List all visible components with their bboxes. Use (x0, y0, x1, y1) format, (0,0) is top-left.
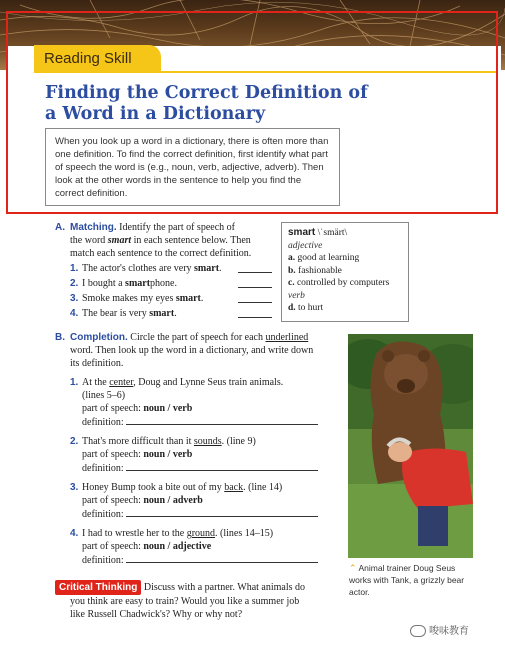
item-post: . (line 14) (243, 482, 283, 493)
critical-thinking-badge: Critical Thinking (55, 580, 141, 595)
def-letter: a. (288, 253, 296, 263)
highlight-frame (6, 11, 498, 214)
item-number: 4. (70, 308, 79, 319)
section-b-instr-1a: Circle the part of speech for each (130, 332, 263, 343)
item-after: . (200, 293, 204, 304)
section-b-completion (55, 331, 340, 567)
definition-blank[interactable] (126, 461, 318, 471)
def-letter: c. (288, 278, 295, 288)
title-line-2: a Word in a Dictionary (45, 104, 266, 124)
dict-headword: smart (288, 227, 316, 238)
def-letter: d. (288, 303, 296, 313)
definition-label: definition: (82, 509, 124, 520)
item-post: . (lines 14–15) (215, 528, 274, 539)
title-line-1: Finding the Correct Definition of (45, 83, 368, 103)
item-bold: smart (175, 293, 201, 304)
item-number: 1. (70, 263, 79, 274)
section-a-instr-2b: in each sentence below. Then (133, 235, 251, 246)
answer-blank[interactable] (238, 287, 272, 288)
item-number: 3. (70, 293, 79, 304)
item-number: 2. (70, 436, 79, 447)
pos-options[interactable]: noun / verb (143, 403, 193, 414)
item-after: . (219, 263, 222, 274)
item-post: . (line 9) (221, 436, 256, 447)
section-b-heading: Completion. (70, 332, 128, 343)
matching-item (55, 307, 275, 320)
section-a-keyword: smart (107, 235, 132, 246)
reading-skill-tab: Reading Skill (34, 45, 161, 72)
item-pre: At the (82, 377, 110, 388)
intro-box: When you look up a word in a dictionary, there is often more than one definition. To find the correct definition, first identify what part of speech the word is (e.g., noun, verb, adjective, adverb). Then look at the other words in the sentence to help you find the correct definition. (45, 128, 340, 206)
section-b-instr-2: word. Then look up the word in a dictionary, and write down (70, 345, 314, 356)
def-text: good at learning (297, 253, 360, 263)
item-pre: I had to wrestle her to the (82, 528, 187, 539)
item-number: 3. (70, 482, 79, 493)
dict-pronunciation: \ˈsmärt\ (317, 228, 348, 238)
pos-options[interactable]: noun / adverb (143, 495, 203, 506)
section-a-instr-1: Identify the part of speech of (119, 222, 235, 233)
item-text: I bought a (82, 278, 126, 289)
answer-blank[interactable] (238, 302, 272, 303)
definition-blank[interactable] (126, 415, 318, 425)
section-b-instr-3: its definition. (70, 358, 124, 369)
item-bold: smart (194, 263, 220, 274)
section-a-letter: A. (55, 222, 65, 233)
definition-label: definition: (82, 417, 124, 428)
item-pre: Honey Bump took a bite out of my (82, 482, 225, 493)
photo-caption (349, 562, 469, 598)
pos-label: part of speech: (82, 403, 141, 414)
definition-label: definition: (82, 463, 124, 474)
def-text: to hurt (298, 303, 324, 313)
section-a-heading: Matching. (70, 222, 117, 233)
item-bold: smart (149, 308, 175, 319)
caption-arrow-icon: ⌃ (349, 563, 357, 573)
item-post: , Doug and Lynne Seus train animals. (133, 377, 284, 388)
critical-thinking-section (55, 580, 345, 621)
target-word: sounds (193, 436, 222, 447)
matching-item (55, 277, 275, 290)
section-a-instr-2a: the word (70, 235, 106, 246)
pos-options[interactable]: noun / verb (143, 449, 193, 460)
answer-blank[interactable] (238, 317, 272, 318)
critical-text-2: you think are easy to train? Would you like a summer job (70, 596, 300, 607)
item-number: 1. (70, 377, 79, 388)
bear-photo (348, 334, 473, 558)
def-letter: b. (288, 265, 296, 276)
critical-text-1: Discuss with a partner. What animals do (143, 582, 306, 593)
dictionary-entry-box (281, 222, 409, 322)
dict-pos-verb: verb (288, 290, 305, 301)
item-text: Smoke makes my eyes (82, 293, 176, 304)
pos-label: part of speech: (82, 449, 141, 460)
pos-options[interactable]: noun / adjective (143, 541, 212, 552)
definition-label: definition: (82, 555, 124, 566)
watermark (410, 622, 469, 637)
dict-pos-adjective: adjective (288, 240, 323, 251)
pos-label: part of speech: (82, 541, 141, 552)
section-a-instr-3: match each sentence to the correct definition. (70, 248, 252, 259)
target-word: ground (186, 528, 216, 539)
completion-item (55, 481, 340, 521)
item-pre: That's more difficult than it (82, 436, 194, 447)
definition-blank[interactable] (126, 553, 318, 563)
section-b-instr-1u: underlined (265, 332, 309, 343)
item-after: . (174, 308, 177, 319)
wechat-icon (410, 625, 426, 637)
completion-item (55, 376, 340, 429)
completion-item (55, 435, 340, 475)
item-bold: smart (125, 278, 151, 289)
item-after: phone. (150, 278, 177, 289)
item-number: 2. (70, 278, 79, 289)
matching-item (55, 292, 275, 305)
target-word: back (224, 482, 244, 493)
completion-item (55, 527, 340, 567)
target-word: center (109, 377, 134, 388)
def-text: fashionable (298, 265, 342, 276)
pos-label: part of speech: (82, 495, 141, 506)
item-number: 4. (70, 528, 79, 539)
item-line-ref: (lines 5–6) (82, 390, 126, 401)
item-text: The actor's clothes are very (82, 263, 195, 274)
critical-text-3: like Russell Chadwick's? Why or why not? (70, 609, 243, 620)
definition-blank[interactable] (126, 507, 318, 517)
watermark-text: 唆味教育 (429, 626, 469, 637)
section-b-letter: B. (55, 332, 65, 343)
def-text: controlled by computers (296, 278, 390, 288)
item-text: The bear is very (82, 308, 150, 319)
matching-item (55, 262, 275, 275)
answer-blank[interactable] (238, 272, 272, 273)
caption-text: Animal trainer Doug Seus works with Tank, a grizzly bear actor. (349, 563, 465, 597)
section-a-matching (55, 221, 275, 320)
